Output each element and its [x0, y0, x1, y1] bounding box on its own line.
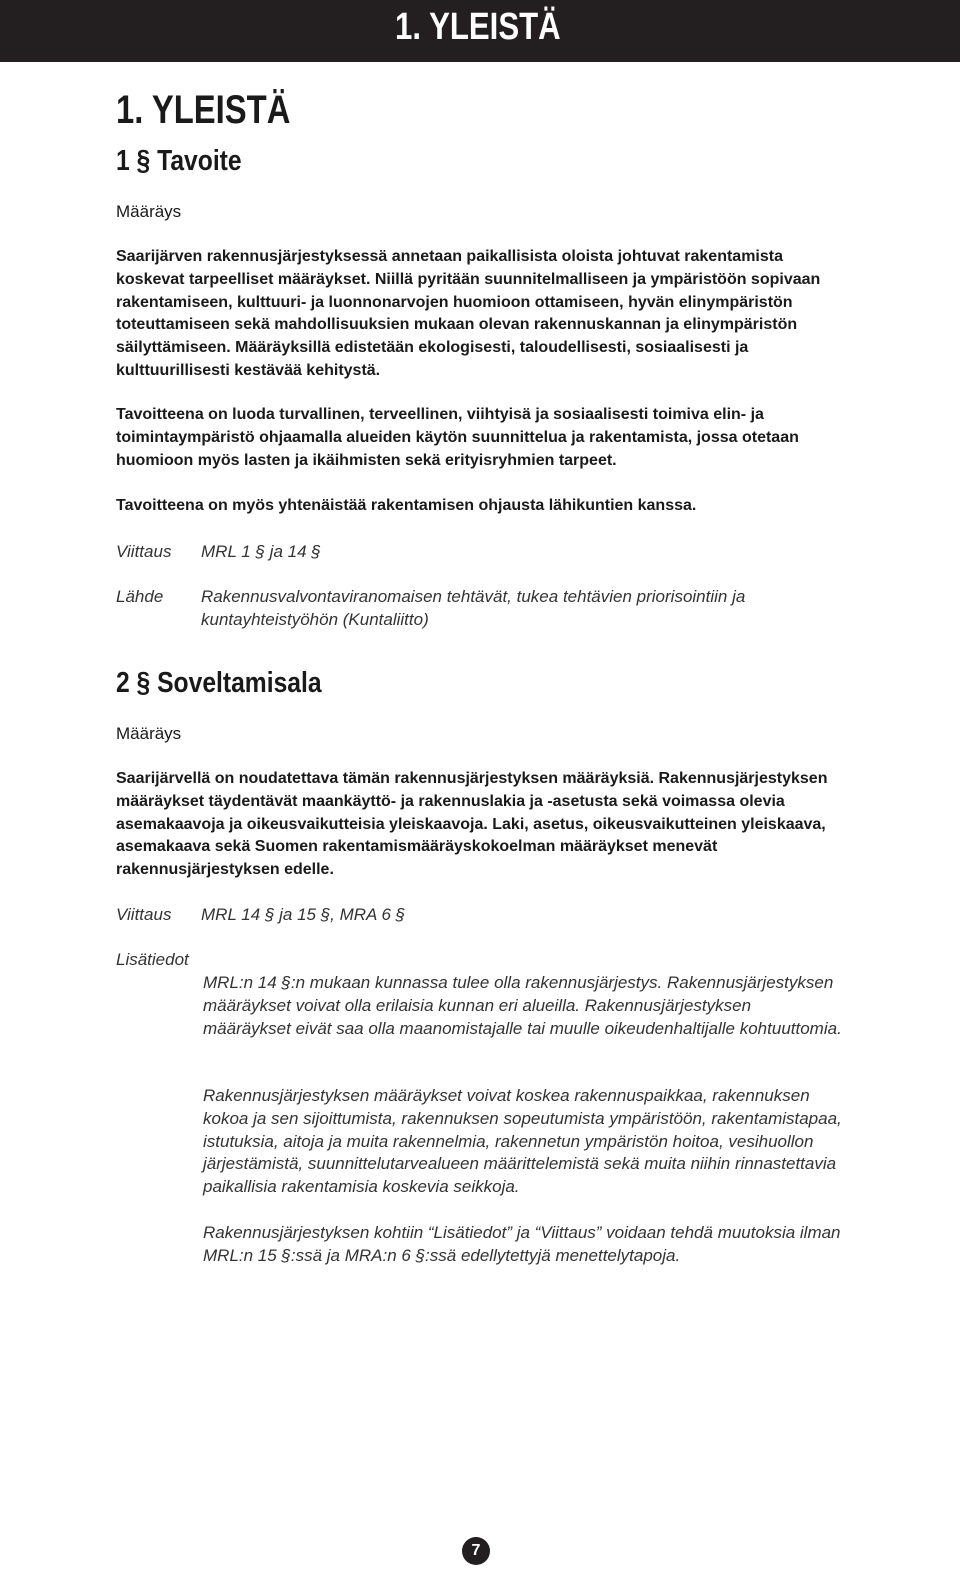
chapter-header-bar — [0, 0, 960, 62]
section-2-maarays-label: Määräys — [116, 724, 182, 743]
section-2-viittaus-value: MRL 14 § ja 15 §, MRA 6 § — [201, 905, 406, 924]
section-2-title: 2 § Soveltamisala — [116, 667, 322, 699]
section-2-lisatiedot-label: Lisätiedot — [116, 950, 189, 969]
section-1-title: 1 § Tavoite — [116, 145, 242, 177]
chapter-title: 1. YLEISTÄ — [116, 88, 291, 132]
section-1-lahde-label: Lähde — [116, 587, 164, 606]
section-1-lahde-value: Rakennusvalvontaviranomaisen tehtävät, tukea tehtävien priorisointiin ja kuntayhteistyöhön (Kuntaliitto) — [201, 587, 746, 629]
section-1-maarays-label: Määräys — [116, 202, 182, 221]
section-2-viittaus-label: Viittaus — [116, 905, 172, 924]
section-2-lisatiedot-paragraph-3: Rakennusjärjestyksen kohtiin “Lisätiedot” ja “Viittaus” voidaan tehdä muutoksia ilman MRL:n 15 §:ssä ja MRA:n 6 §:ssä edellytettyjä menettelytapoja. — [203, 1223, 841, 1265]
page-number-badge: 7 — [462, 1537, 490, 1565]
section-2-paragraph: Saarijärvellä on noudatettava tämän rakennusjärjestyksen määräyksiä. Rakennusjärjestyksen määräykset täydentävät maankäyttö- ja rakennuslakia ja -asetusta sekä voimassa olevia asemakaavoja ja oikeusvaikutteisia yleiskaavoja. Laki, asetus, oikeusvaikutteinen yleiskaava, asemakaava sekä Suomen rakentamismääräyskokoelman määräykset menevät rakennusjärjestyksen edelle. — [116, 770, 828, 879]
section-1-paragraph-3: Tavoitteena on myös yhtenäistää rakentamisen ohjausta lähikuntien kanssa. — [116, 497, 697, 514]
section-2-lisatiedot-paragraph-2: Rakennusjärjestyksen määräykset voivat koskea rakennuspaikkaa, rakennuksen kokoa ja sen sijoittumista, rakennuksen sopeutumista ympäristöön, rakentamistapaa, istutuksia, aitoja ja muita rakennelmia, rakennetun ympäristön hoitoa, vesihuollon järjestämistä, suunnittelutarvealueen määrittelemistä sekä muita niihin rinnastettavia paikallisia rakentamisia koskevia seikkoja. — [203, 1086, 842, 1197]
section-1-paragraph-1: Saarijärven rakennusjärjestyksessä annetaan paikallisista oloista johtuvat rakentamista koskevat tarpeelliset määräykset. Niillä pyritään suunnitelmalliseen ja ympäristöön sopivaan rakentamiseen, kulttuuri- ja luonnonarvojen huomioon ottamiseen, hyvän elinympäristön toteuttamiseen sekä mahdollisuuksien mukaan olevan rakennuskannan ja elinympäristön säilyttämiseen. Määräyksillä edistetään ekologisesti, taloudellisesti, sosiaalisesti ja kulttuurillisesti kestävää kehitystä. — [116, 248, 821, 379]
section-1-paragraph-2: Tavoitteena on luoda turvallinen, terveellinen, viihtyisä ja sosiaalisesti toimiva elin- ja toimintaympäristö ohjaamalla alueiden käytön suunnittelua ja rakentamista, jossa otetaan huomioon myös lasten ja ikäihmisten sekä erityisryhmien tarpeet. — [116, 406, 799, 469]
section-1-viittaus-label: Viittaus — [116, 542, 172, 561]
header-title: 1. YLEISTÄ — [395, 6, 561, 48]
section-2-lisatiedot-paragraph-1: MRL:n 14 §:n mukaan kunnassa tulee olla rakennusjärjestys. Rakennusjärjestyksen määräykset voivat olla erilaisia kunnan eri alueilla. Rakennusjärjestyksen määräykset eivät saa olla maanomistajalle tai muulle oikeudenhaltijalle kohtuuttomia. — [203, 973, 842, 1038]
section-1-viittaus-value: MRL 1 § ja 14 § — [201, 542, 321, 561]
